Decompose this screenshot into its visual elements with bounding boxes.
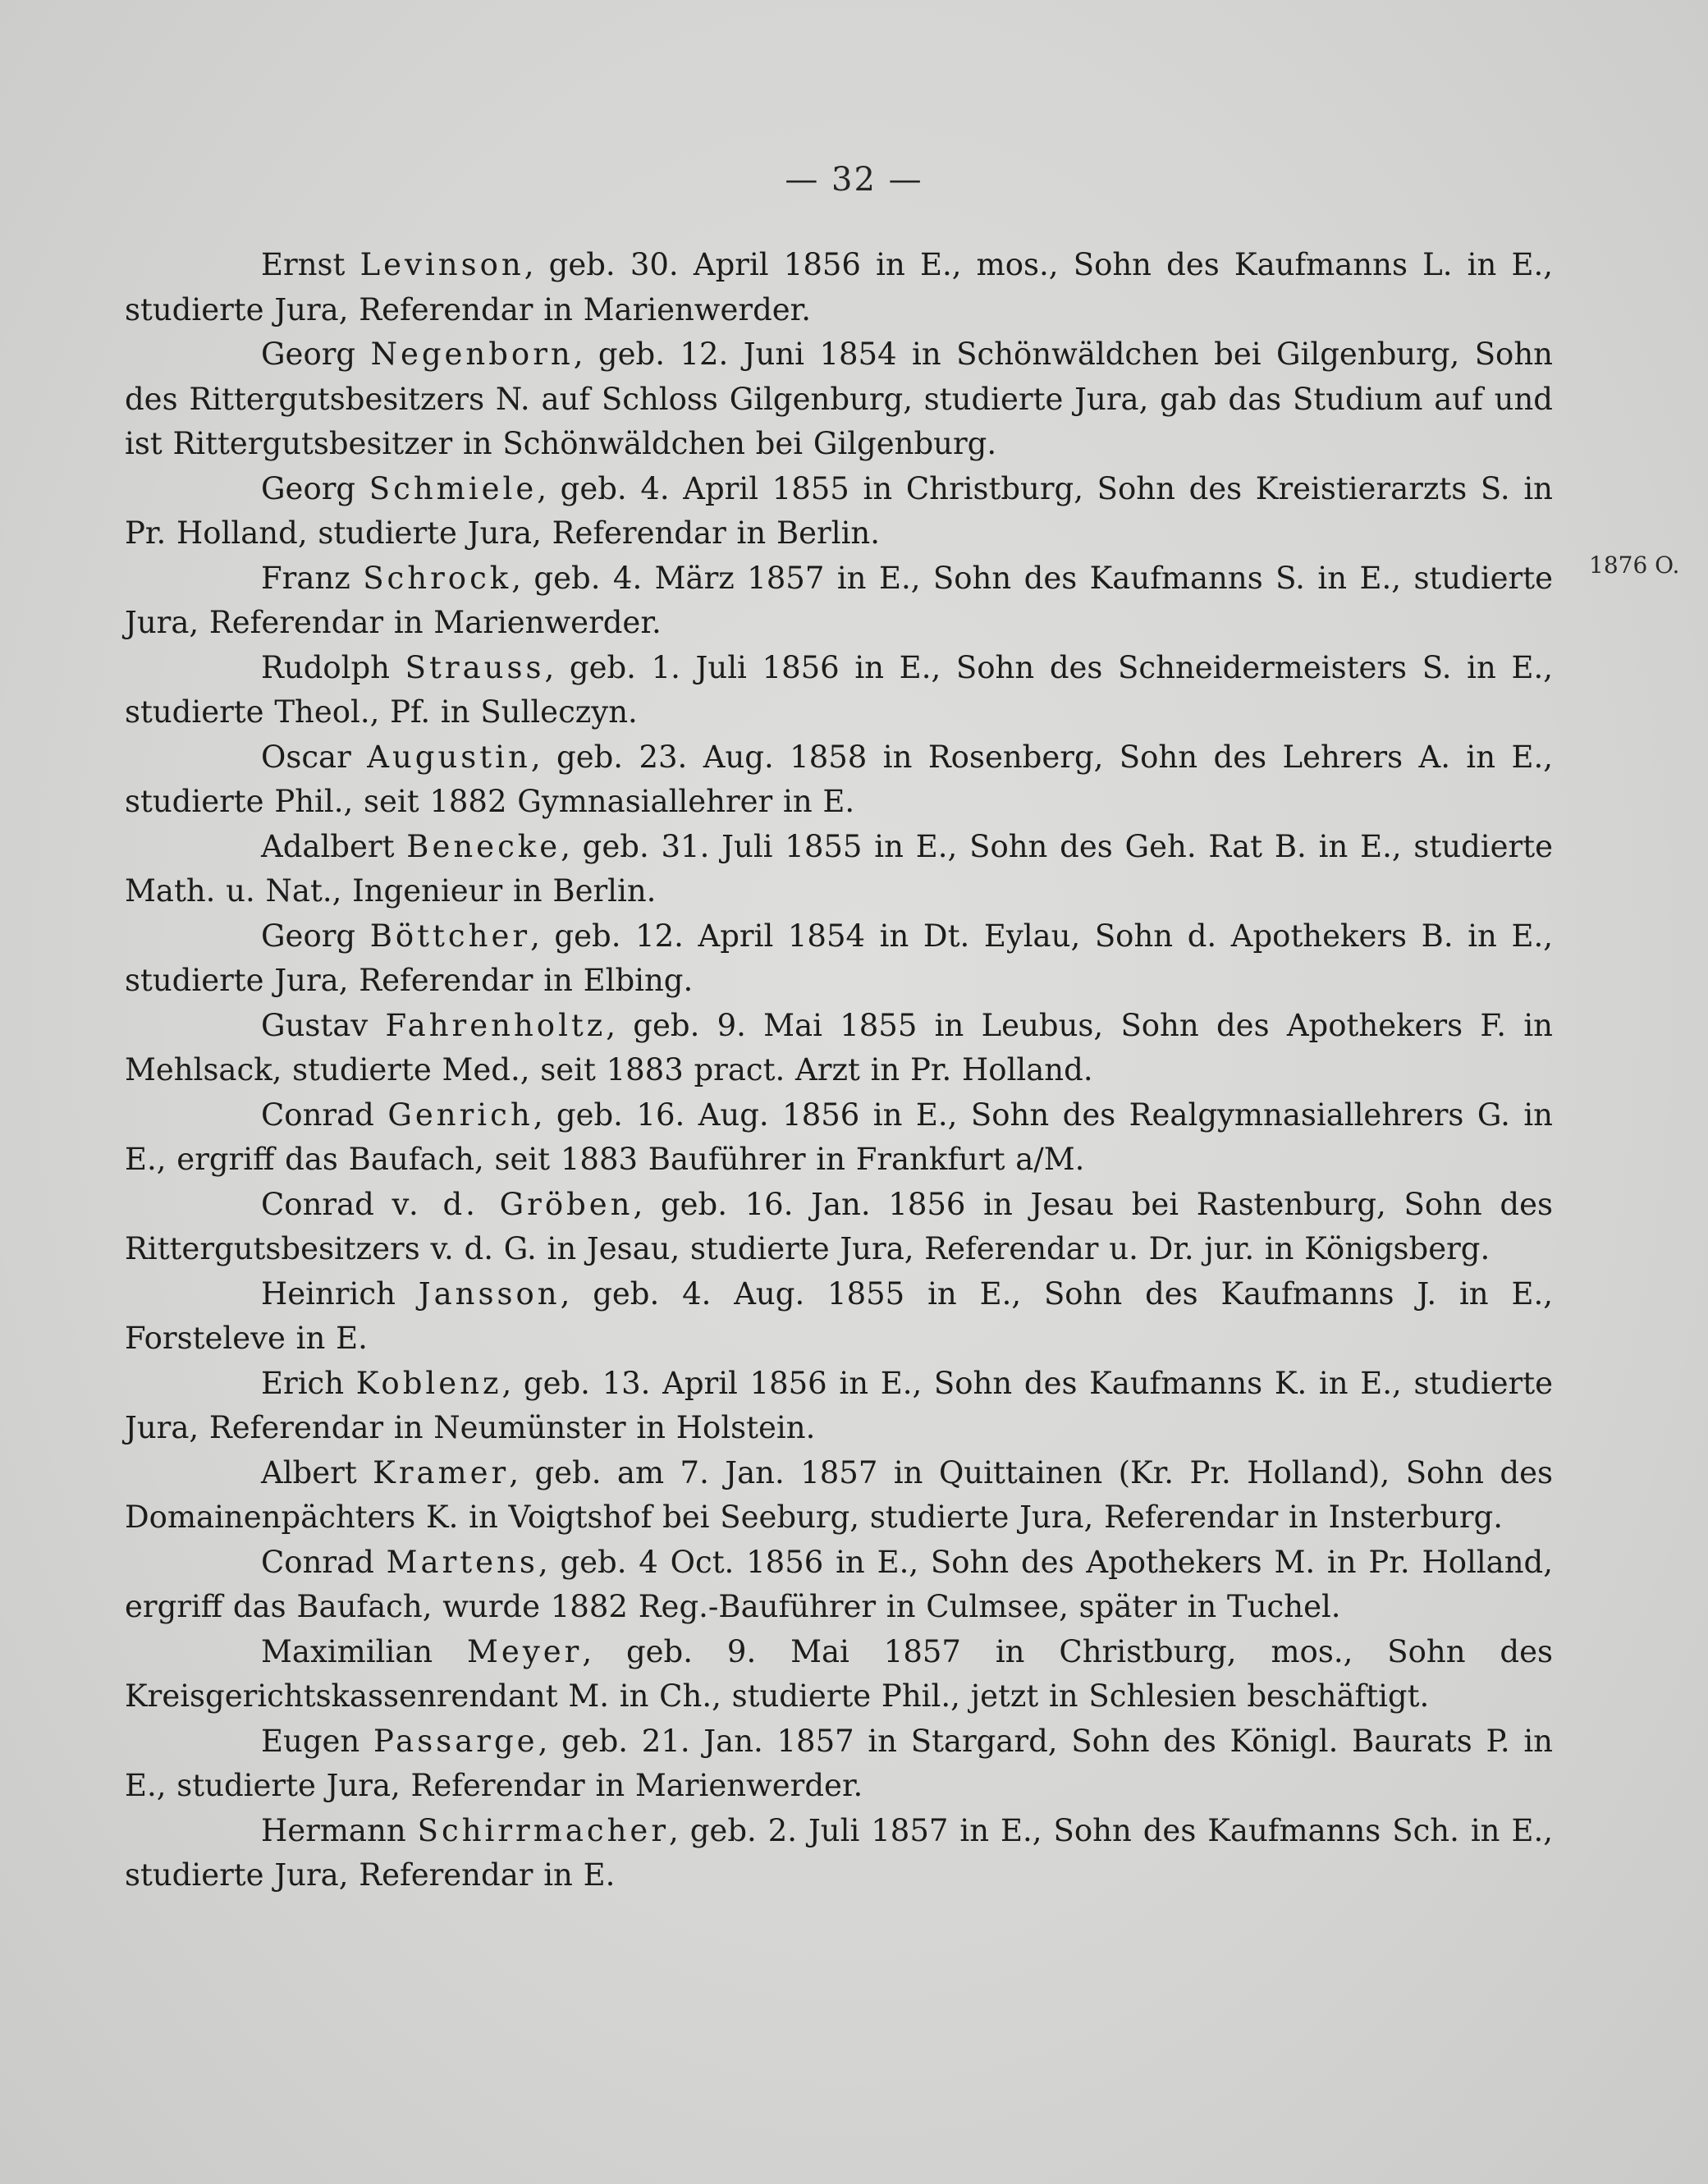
biography-entry — [125, 1630, 1553, 1719]
biography-list — [125, 243, 1553, 1898]
first-name: Georg — [261, 337, 356, 372]
entry-text: , geb. 12. Juni 1854 in Schönwäldchen bei Gilgenburg, Sohn des Rittergutsbesitzers N. auf Schloss Gilgenburg, studierte Jura, gab das Studium auf und ist Rittergutsbesitzer in Schönwäldchen bei Gilgenburg. — [125, 337, 1553, 461]
first-name: Eugen — [261, 1723, 360, 1759]
surname: v. d. Gröben — [392, 1186, 634, 1222]
biography-entry — [125, 467, 1553, 556]
entry-text: , geb. 30. April 1856 in E., mos., Sohn des Kaufmanns L. in E., studierte Jura, Referendar in Marienwerder. — [125, 247, 1553, 327]
entry-text: , geb. 31. Juli 1855 in E., Sohn des Geh. Rat B. in E., studierte Math. u. Nat., Ingenieur in Berlin. — [125, 828, 1553, 909]
surname: Negenborn — [370, 337, 574, 372]
first-name: Conrad — [261, 1544, 374, 1580]
page-number: — 32 — — [785, 161, 923, 199]
biography-entry — [125, 1541, 1553, 1630]
surname: Kramer — [373, 1454, 510, 1490]
biography-entry — [125, 1719, 1553, 1809]
first-name: Albert — [261, 1454, 357, 1490]
biography-entry — [125, 735, 1553, 825]
surname: Levinson — [359, 247, 524, 282]
entry-text: , geb. 9. Mai 1857 in Christburg, mos., Sohn des Kreisgerichtskassenrendant M. in Ch., studierte Phil., jetzt in Schlesien beschäftigt. — [125, 1633, 1553, 1714]
surname: Schrock — [363, 560, 512, 596]
first-name: Conrad — [261, 1097, 374, 1133]
entry-text: , geb. 4. März 1857 in E., Sohn des Kaufmanns S. in E., studierte Jura, Referendar in Marienwerder. — [125, 560, 1554, 640]
entry-text: , geb. 4. April 1855 in Christburg, Sohn des Kreistierarzts S. in Pr. Holland, studierte Jura, Referendar in Berlin. — [125, 470, 1553, 551]
entry-text: , geb. 13. April 1856 in E., Sohn des Kaufmanns K. in E., studierte Jura, Referendar in Neumünster in Holstein. — [125, 1365, 1553, 1445]
biography-entry — [125, 1004, 1553, 1093]
biography-entry — [125, 1362, 1553, 1451]
surname: Strauss — [405, 649, 545, 685]
entry-text: , geb. 4 Oct. 1856 in E., Sohn des Apothekers M. in Pr. Holland, ergriff das Baufach, wurde 1882 Reg.-Bauführer in Culmsee, später in Tuchel. — [125, 1544, 1553, 1624]
entry-text: , geb. 16. Jan. 1856 in Jesau bei Rastenburg, Sohn des Rittergutsbesitzers v. d. G. in Jesau, studierte Jura, Referendar u. Dr. jur. in Königsberg. — [125, 1186, 1553, 1266]
surname: Koblenz — [355, 1365, 502, 1401]
entry-text: , geb. 4. Aug. 1855 in E., Sohn des Kaufmanns J. in E., Forsteleve in E. — [125, 1275, 1553, 1356]
biography-entry — [125, 825, 1553, 914]
first-name: Erich — [261, 1365, 345, 1401]
surname: Jansson — [418, 1275, 561, 1312]
first-name: Conrad — [261, 1186, 374, 1222]
biography-entry — [125, 1809, 1553, 1898]
entry-text: , geb. 21. Jan. 1857 in Stargard, Sohn des Königl. Baurats P. in E., studierte Jura, Referendar in Marienwerder. — [125, 1723, 1553, 1803]
biography-entry — [125, 646, 1553, 735]
biography-entry — [125, 1183, 1553, 1272]
biography-entry — [125, 1093, 1553, 1183]
first-name: Heinrich — [261, 1275, 396, 1312]
surname: Genrich — [387, 1097, 533, 1133]
entry-text: , geb. 9. Mai 1855 in Leubus, Sohn des Apothekers F. in Mehlsack, studierte Med., seit 1883 pract. Arzt in Pr. Holland. — [125, 1007, 1553, 1087]
entry-text: , geb. 23. Aug. 1858 in Rosenberg, Sohn des Lehrers A. in E., studierte Phil., seit 1882 Gymnasiallehrer in E. — [125, 739, 1554, 819]
first-name: Rudolph — [261, 649, 390, 685]
first-name: Hermann — [261, 1812, 406, 1848]
surname: Augustin — [367, 739, 531, 775]
biography-entry — [125, 332, 1553, 467]
biography-entry — [125, 556, 1553, 646]
surname: Schirrmacher — [417, 1812, 670, 1848]
entry-text: , geb. am 7. Jan. 1857 in Quittainen (Kr. Pr. Holland), Sohn des Domainenpächters K. in Voigtshof bei Seeburg, studierte Jura, Referendar in Insterburg. — [125, 1454, 1554, 1535]
biography-entry — [125, 914, 1553, 1004]
first-name: Franz — [261, 560, 350, 596]
margin-note: 1876 O. — [1589, 552, 1680, 579]
biography-entry — [125, 1451, 1553, 1541]
surname: Fahrenholtz — [385, 1007, 607, 1043]
surname: Schmiele — [369, 470, 538, 506]
surname: Martens — [386, 1544, 538, 1580]
entry-text: , geb. 16. Aug. 1856 in E., Sohn des Realgymnasiallehrers G. in E., ergriff das Baufach, seit 1883 Bauführer in Frankfurt a/M. — [125, 1097, 1553, 1177]
surname: Meyer — [467, 1633, 583, 1669]
first-name: Georg — [261, 918, 356, 954]
entry-text: , geb. 1. Juli 1856 in E., Sohn des Schneidermeisters S. in E., studierte Theol., Pf. in Sulleczyn. — [125, 649, 1554, 730]
biography-entry — [125, 243, 1553, 332]
first-name: Gustav — [261, 1007, 369, 1043]
biography-entry — [125, 1272, 1553, 1362]
first-name: Georg — [261, 470, 356, 506]
entry-text: , geb. 12. April 1854 in Dt. Eylau, Sohn d. Apothekers B. in E., studierte Jura, Referendar in Elbing. — [125, 918, 1553, 998]
entry-text: , geb. 2. Juli 1857 in E., Sohn des Kaufmanns Sch. in E., studierte Jura, Referendar in E. — [125, 1812, 1554, 1893]
surname: Benecke — [406, 828, 561, 864]
first-name: Adalbert — [261, 828, 395, 864]
first-name: Maximilian — [261, 1633, 433, 1669]
surname: Passarge — [373, 1723, 538, 1759]
first-name: Oscar — [261, 739, 351, 775]
first-name: Ernst — [261, 247, 346, 282]
surname: Böttcher — [369, 918, 531, 954]
